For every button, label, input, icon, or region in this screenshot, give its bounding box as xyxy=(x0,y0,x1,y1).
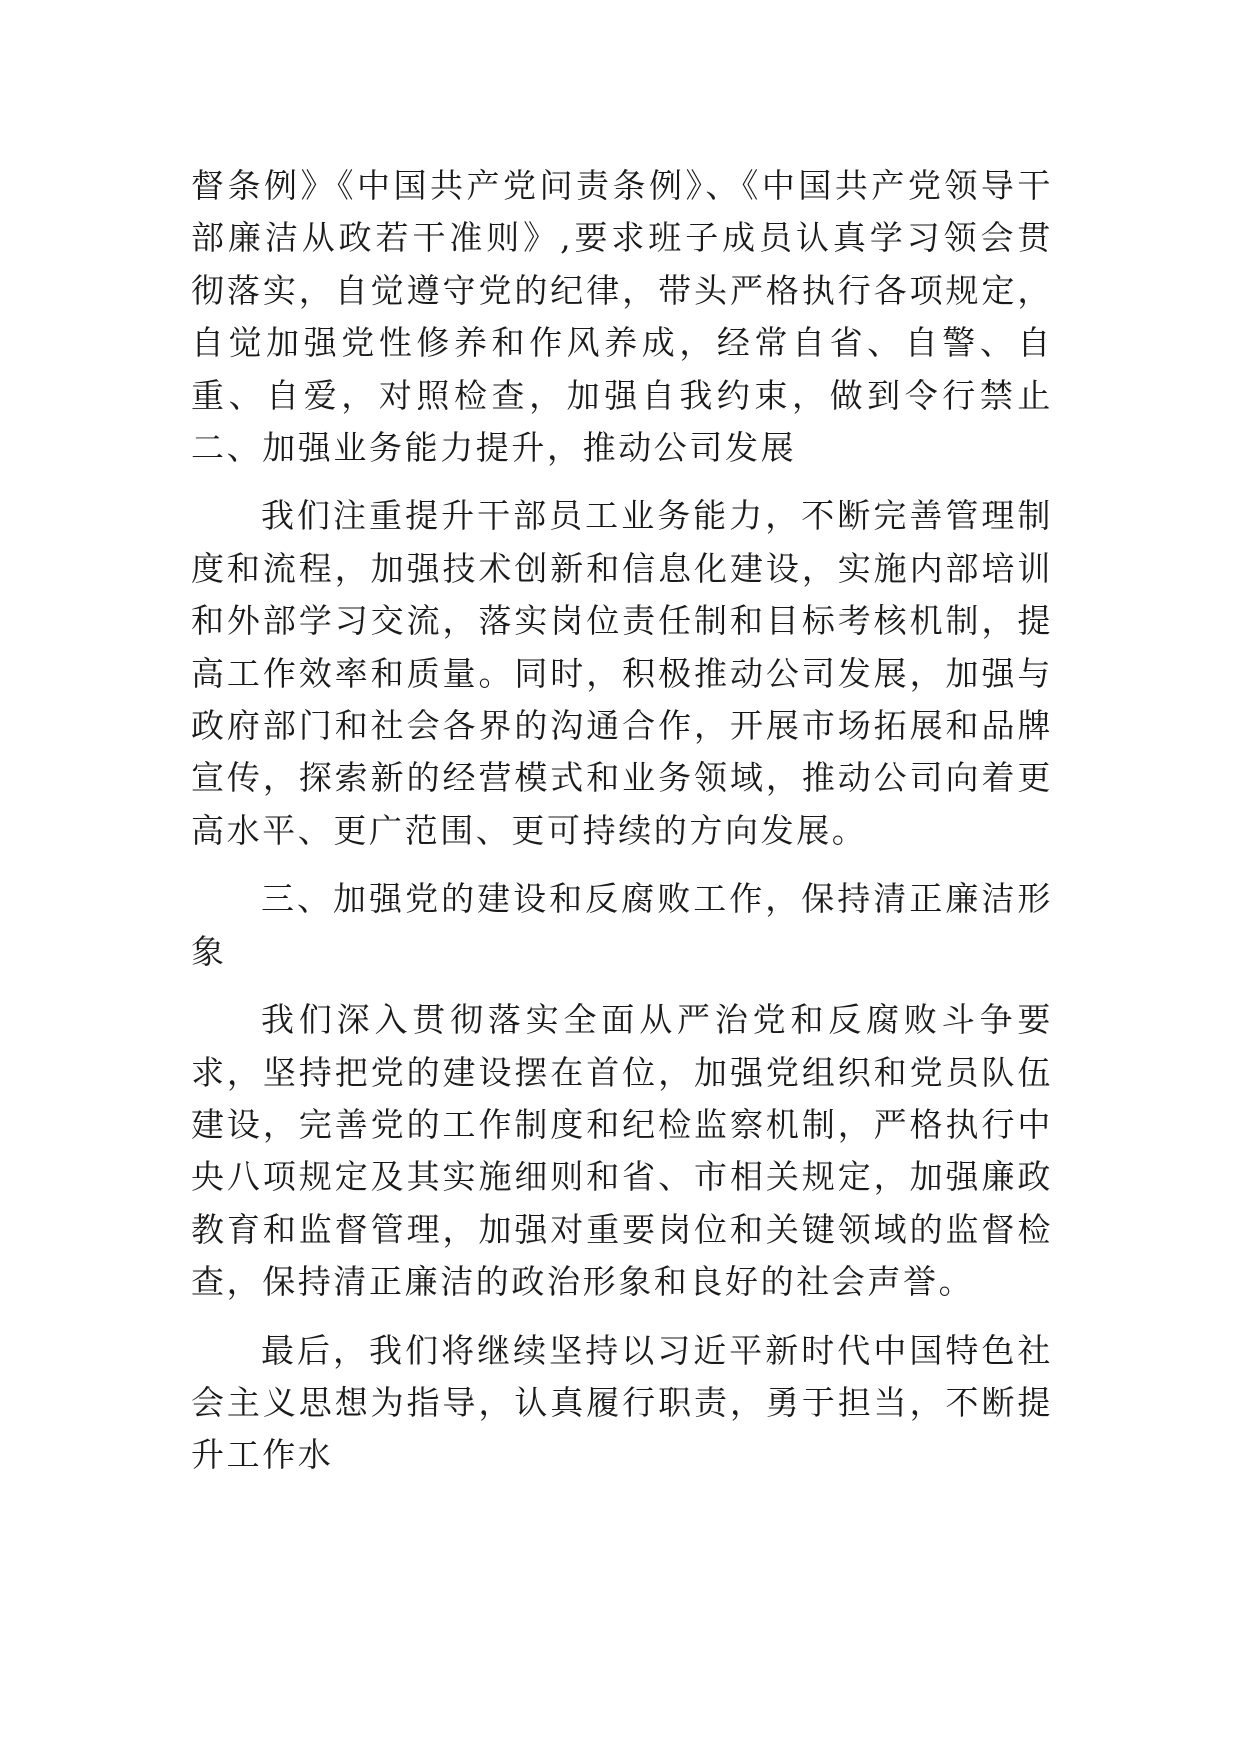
paragraph-business-ability: 我们注重提升干部员工业务能力，不断完善管理制度和流程，加强技术创新和信息化建设，实施内部培训和外部学习交流，落实岗位责任制和目标考核机制，提高工作效率和质量。同时，积极推动公司发展，加强与政府部门和社会各界的沟通合作，开展市场拓展和品牌宣传，探索新的经营模式和业务领域，推动公司向着更高水平、更广范围、更可持续的方向发展。 xyxy=(191,496,1053,850)
paragraph-conclusion: 最后，我们将继续坚持以习近平新时代中国特色社会主义思想为指导，认真履行职责，勇于担当，不断提升工作水 xyxy=(191,1330,1053,1475)
document-body xyxy=(191,160,1053,1482)
paragraph-anti-corruption: 我们深入贯彻落实全面从严治党和反腐败斗争要求，坚持把党的建设摆在首位，加强党组织和党员队伍建设，完善党的工作制度和纪检监察机制，严格执行中央八项规定及其实施细则和省、市相关规定，加强廉政教育和监督管理，加强对重要岗位和关键领域的监督检查，保持清正廉洁的政治形象和良好的社会声誉。 xyxy=(191,1000,1053,1302)
section-heading-party-building: 三、加强党的建设和反腐败工作，保持清正廉洁形象 xyxy=(191,879,1053,971)
paragraph-regulations: 督条例》《中国共产党问责条例》、《中国共产党领导干部廉洁从政若干准则》,要求班子成员认真学习领会贯彻落实，自觉遵守党的纪律，带头严格执行各项规定，自觉加强党性修养和作风养成，经常自省、自警、自重、自爱，对照检查，加强自我约束，做到令行禁止二、加强业务能力提升，推动公司发展 xyxy=(191,166,1053,468)
